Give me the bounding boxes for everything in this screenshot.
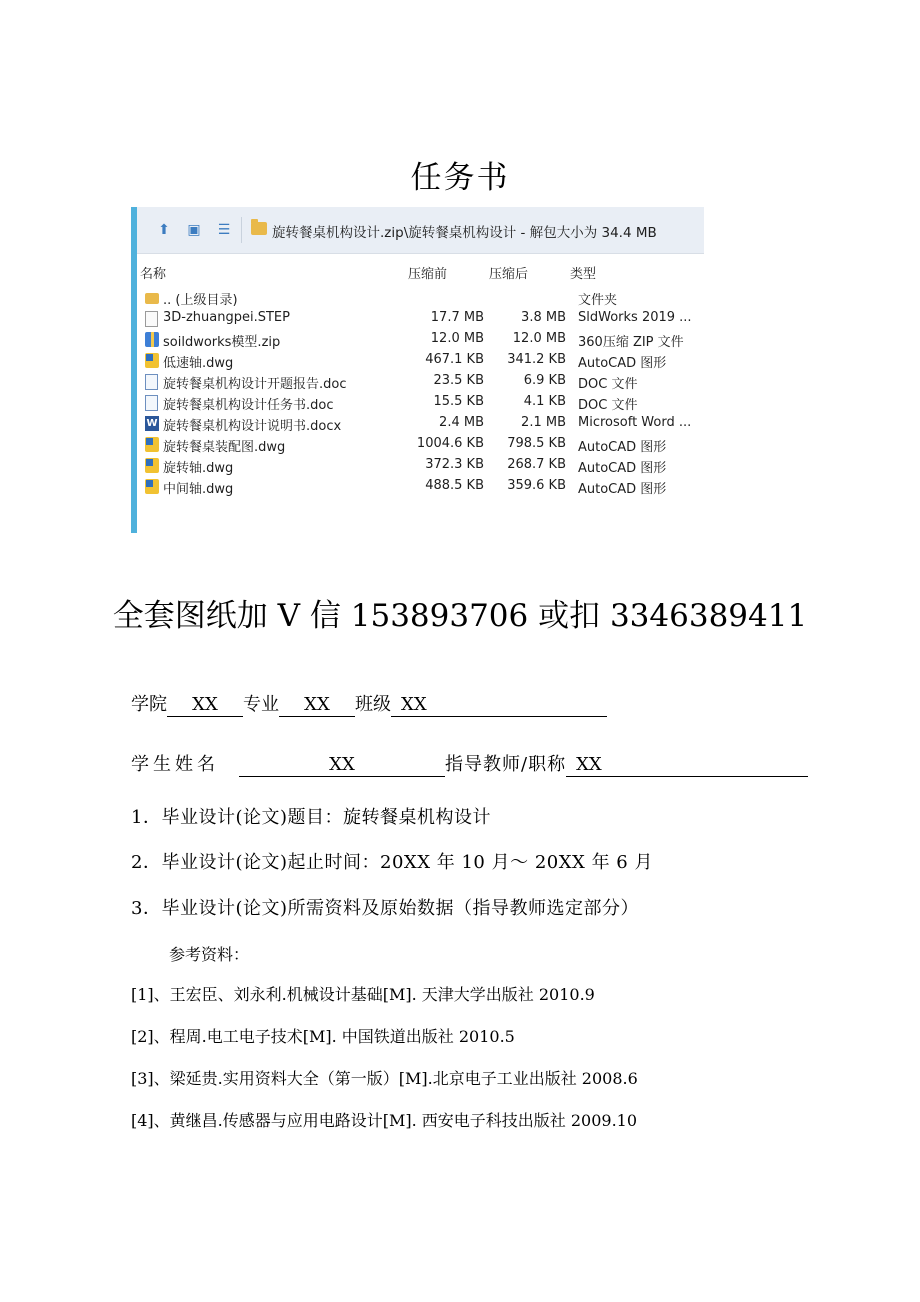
item-materials: 3．毕业设计(论文)所需资料及原始数据（指导教师选定部分）: [131, 898, 639, 919]
info-line-student: 学生姓名 XX 指导教师/职称 XX: [131, 750, 808, 777]
file-row[interactable]: 旋转餐桌机构设计开题报告.doc 23.5 KB 6.9 KB DOC 文件: [137, 371, 704, 392]
column-header-name[interactable]: 名称: [140, 267, 167, 282]
item-period: 2．毕业设计(论文)起止时间：20XX 年 10 月～ 20XX 年 6 月: [131, 852, 653, 873]
file-row[interactable]: 低速轴.dwg 467.1 KB 341.2 KB AutoCAD 图形: [137, 350, 704, 371]
student-name-field: XX: [239, 754, 445, 777]
explorer-toolbar: [137, 207, 704, 254]
folder-icon: [145, 293, 159, 304]
list-view-icon[interactable]: ☰: [217, 222, 231, 238]
reference-item: [3]、梁延贵.实用资料大全（第一版）[M].北京电子工业出版社 2008.6: [131, 1069, 638, 1088]
info-line-college: 学院 XX 专业 XX 班级 XX: [131, 690, 607, 717]
archive-path: 旋转餐桌机构设计.zip\旋转餐桌机构设计 - 解包大小为 34.4 MB: [272, 225, 657, 241]
word-file-icon: W: [146, 418, 158, 429]
dwg-file-icon: [145, 353, 159, 368]
file-row[interactable]: soildworks模型.zip 12.0 MB 12.0 MB 360压缩 ZIP 文件: [137, 329, 704, 350]
reference-item: [2]、程周.电工电子技术[M]. 中国铁道出版社 2010.5: [131, 1027, 515, 1046]
file-row[interactable]: 中间轴.dwg 488.5 KB 359.6 KB AutoCAD 图形: [137, 476, 704, 497]
view-icon[interactable]: ▣: [187, 222, 201, 238]
file-explorer-screenshot: [131, 207, 704, 533]
folder-icon: [251, 222, 267, 235]
dwg-file-icon: [145, 437, 159, 452]
up-arrow-icon[interactable]: ⬆: [158, 222, 170, 238]
file-row[interactable]: .. (上级目录) 文件夹: [137, 287, 704, 308]
step-file-icon: [145, 311, 158, 327]
class-field: XX: [391, 694, 607, 717]
dwg-file-icon: [145, 458, 159, 473]
references-heading: 参考资料：: [169, 945, 250, 964]
major-field: XX: [279, 694, 355, 717]
doc-file-icon: [145, 395, 158, 411]
item-topic: 1．毕业设计(论文)题目：旋转餐桌机构设计: [131, 807, 491, 828]
zip-file-icon: [145, 332, 159, 347]
file-row[interactable]: W 旋转餐桌机构设计说明书.docx 2.4 MB 2.1 MB Microsoft Word ...: [146, 415, 692, 434]
file-list: [137, 287, 704, 497]
file-row[interactable]: 旋转餐桌装配图.dwg 1004.6 KB 798.5 KB AutoCAD 图形: [137, 434, 704, 455]
reference-item: [1]、王宏臣、刘永利.机械设计基础[M]. 天津大学出版社 2010.9: [131, 985, 595, 1004]
column-header-type[interactable]: 类型: [570, 267, 597, 282]
contact-line: 全套图纸加 V 信 153893706 或扣 3346389411: [112, 598, 808, 634]
dwg-file-icon: [145, 479, 159, 494]
file-row[interactable]: 3D-zhuangpei.STEP 17.7 MB 3.8 MB SldWorks 2019 ...: [137, 308, 704, 329]
file-row[interactable]: 旋转轴.dwg 372.3 KB 268.7 KB AutoCAD 图形: [137, 455, 704, 476]
advisor-field: XX: [566, 754, 808, 777]
file-row[interactable]: 旋转餐桌机构设计任务书.doc 15.5 KB 4.1 KB DOC 文件: [137, 392, 704, 413]
college-field: XX: [167, 694, 243, 717]
column-header-size-before[interactable]: 压缩前: [408, 267, 448, 282]
reference-item: [4]、黄继昌.传感器与应用电路设计[M]. 西安电子科技出版社 2009.10: [131, 1111, 638, 1130]
page-title: 任务书: [410, 160, 510, 196]
column-header-size-after[interactable]: 压缩后: [489, 267, 529, 282]
doc-file-icon: [145, 374, 158, 390]
